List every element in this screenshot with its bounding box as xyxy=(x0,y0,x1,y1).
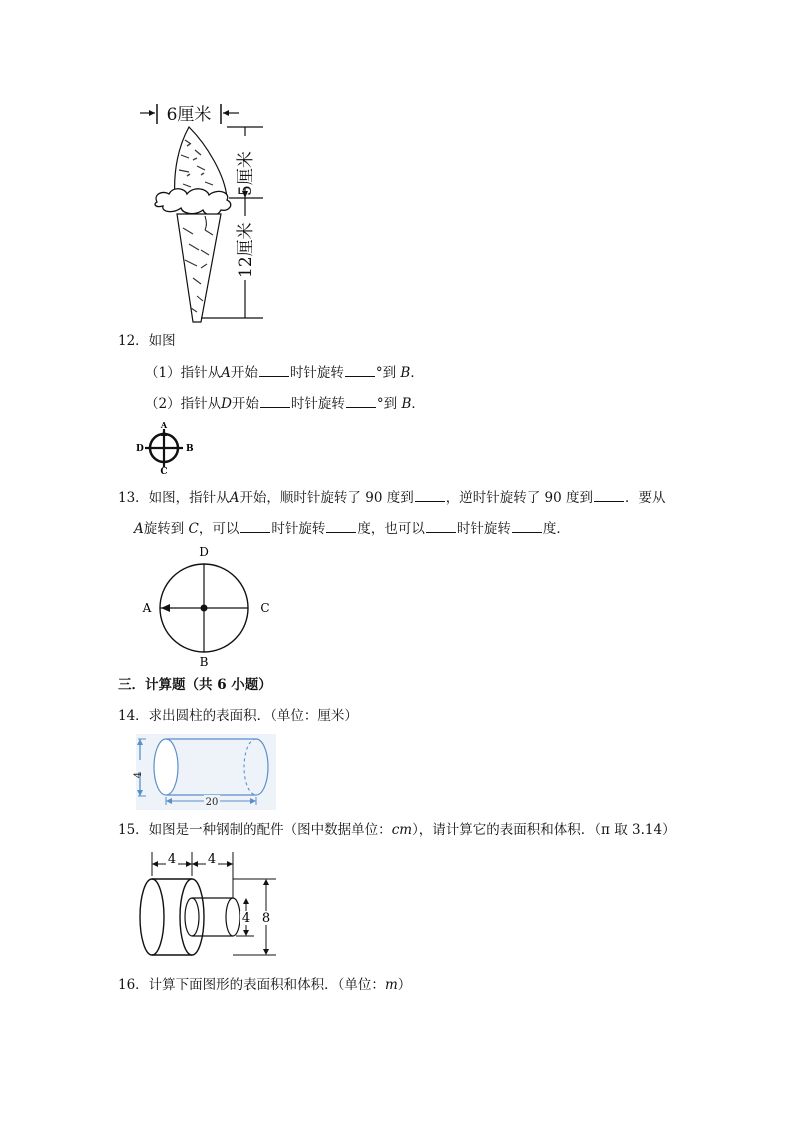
q14-text: 14．求出圆柱的表面积．（单位：厘米） xyxy=(118,708,358,724)
small-compass-label-b: B xyxy=(186,444,194,454)
q12-sub2-mid: 开始 xyxy=(231,396,259,412)
circle-label-b: B xyxy=(199,655,209,669)
q13-line2-f: 度． xyxy=(542,521,570,537)
q13-line2-b: ，可以 xyxy=(198,521,240,537)
q13-line1-d: ．要从 xyxy=(624,490,666,506)
q13-line2-d: 度，也可以 xyxy=(357,521,425,537)
q12-sub2-dot: ． xyxy=(411,396,425,412)
q12-sub1-dot: ． xyxy=(410,365,424,381)
ice-cream-top-height-label: 5厘米 xyxy=(236,151,256,196)
q15-text xyxy=(118,820,676,840)
q13-line2-c: 时针旋转 xyxy=(271,521,326,537)
q12-sub2-deg: °到 xyxy=(376,396,398,412)
section-3-title: 三．计算题（共 6 小题） xyxy=(118,677,272,693)
q15-text-a: 15．如图是一种钢制的配件（图中数据单位： xyxy=(118,822,392,838)
q12-sub1-blank-direction[interactable] xyxy=(259,364,289,377)
ice-cream-width-label: 6厘米 xyxy=(166,105,212,125)
steel-part-inner-diameter-label: 4 xyxy=(241,911,251,926)
q12-sub1-mid: 开始 xyxy=(230,365,258,381)
cylinder-figure xyxy=(133,734,276,810)
q15-unit: cm xyxy=(391,822,413,838)
steel-part-figure xyxy=(136,848,286,960)
q12-sub1-prefix: （1）指针从 xyxy=(145,365,222,381)
q13-line1-b: 开始，顺时针旋转了 90 度到 xyxy=(239,490,414,506)
q16-text-b: ） xyxy=(397,977,412,993)
q13-line1 xyxy=(118,488,665,508)
small-compass-figure xyxy=(134,420,194,476)
small-compass-label-c: C xyxy=(160,467,168,477)
q13-line1-c: ，逆时针旋转了 90 度到 xyxy=(445,490,593,506)
q12-sub2-var: D xyxy=(221,396,232,412)
q16-unit: m xyxy=(384,977,398,993)
q12-sub2-blank-degrees[interactable] xyxy=(346,395,376,408)
q12-title: 12．如图 xyxy=(118,333,176,349)
q15-text-b: ），请计算它的表面积和体积．（π 取 3.14） xyxy=(412,822,676,838)
small-compass-label-d: D xyxy=(136,444,144,454)
q13-blank-3[interactable] xyxy=(240,520,270,533)
small-compass-label-a: A xyxy=(160,420,168,430)
q12-sub1-blank-degrees[interactable] xyxy=(345,364,375,377)
q13-line2-var: A xyxy=(134,521,144,537)
q13-line2-a: 旋转到 xyxy=(143,521,185,537)
q12-sub2-prefix: （2）指针从 xyxy=(145,396,222,412)
ice-cream-cone-height-label: 12厘米 xyxy=(236,222,256,278)
steel-part-len1-label: 4 xyxy=(167,852,177,867)
q12-sub2 xyxy=(145,394,425,414)
circle-label-d: D xyxy=(199,545,209,559)
q13-line1-var: A xyxy=(229,490,240,506)
q13-blank-2[interactable] xyxy=(594,489,624,502)
q12-sub2-text2: 时针旋转 xyxy=(290,396,345,412)
q12-sub1-var: A xyxy=(221,365,231,381)
q12-sub1-deg: °到 xyxy=(375,365,397,381)
q13-blank-5[interactable] xyxy=(426,520,456,533)
q12-sub1-text2: 时针旋转 xyxy=(289,365,344,381)
q16-text-a: 16．计算下面图形的表面积和体积．（单位： xyxy=(118,977,385,993)
q16-text xyxy=(118,975,411,995)
q13-line1-a: 13．如图，指针从 xyxy=(118,490,230,506)
q13-blank-4[interactable] xyxy=(326,520,356,533)
circle-label-a: A xyxy=(142,601,152,615)
circle-label-c: C xyxy=(260,601,270,615)
steel-part-len2-label: 4 xyxy=(207,852,217,867)
cylinder-length-label: 20 xyxy=(205,797,219,808)
rotation-circle-figure xyxy=(138,544,274,670)
q13-line2-var2: C xyxy=(188,521,199,537)
cylinder-diameter-label: 4 xyxy=(133,771,144,779)
q12-sub2-blank-direction[interactable] xyxy=(260,395,290,408)
steel-part-outer-diameter-label: 8 xyxy=(261,911,271,926)
q12-sub1-end: B xyxy=(400,365,411,381)
q13-line2-e: 时针旋转 xyxy=(456,521,511,537)
q13-blank-1[interactable] xyxy=(415,489,445,502)
q12-sub2-end: B xyxy=(401,396,412,412)
q12-sub1 xyxy=(145,363,424,383)
q13-blank-6[interactable] xyxy=(512,520,542,533)
ice-cream-figure xyxy=(135,100,275,325)
q13-line2 xyxy=(134,519,570,539)
